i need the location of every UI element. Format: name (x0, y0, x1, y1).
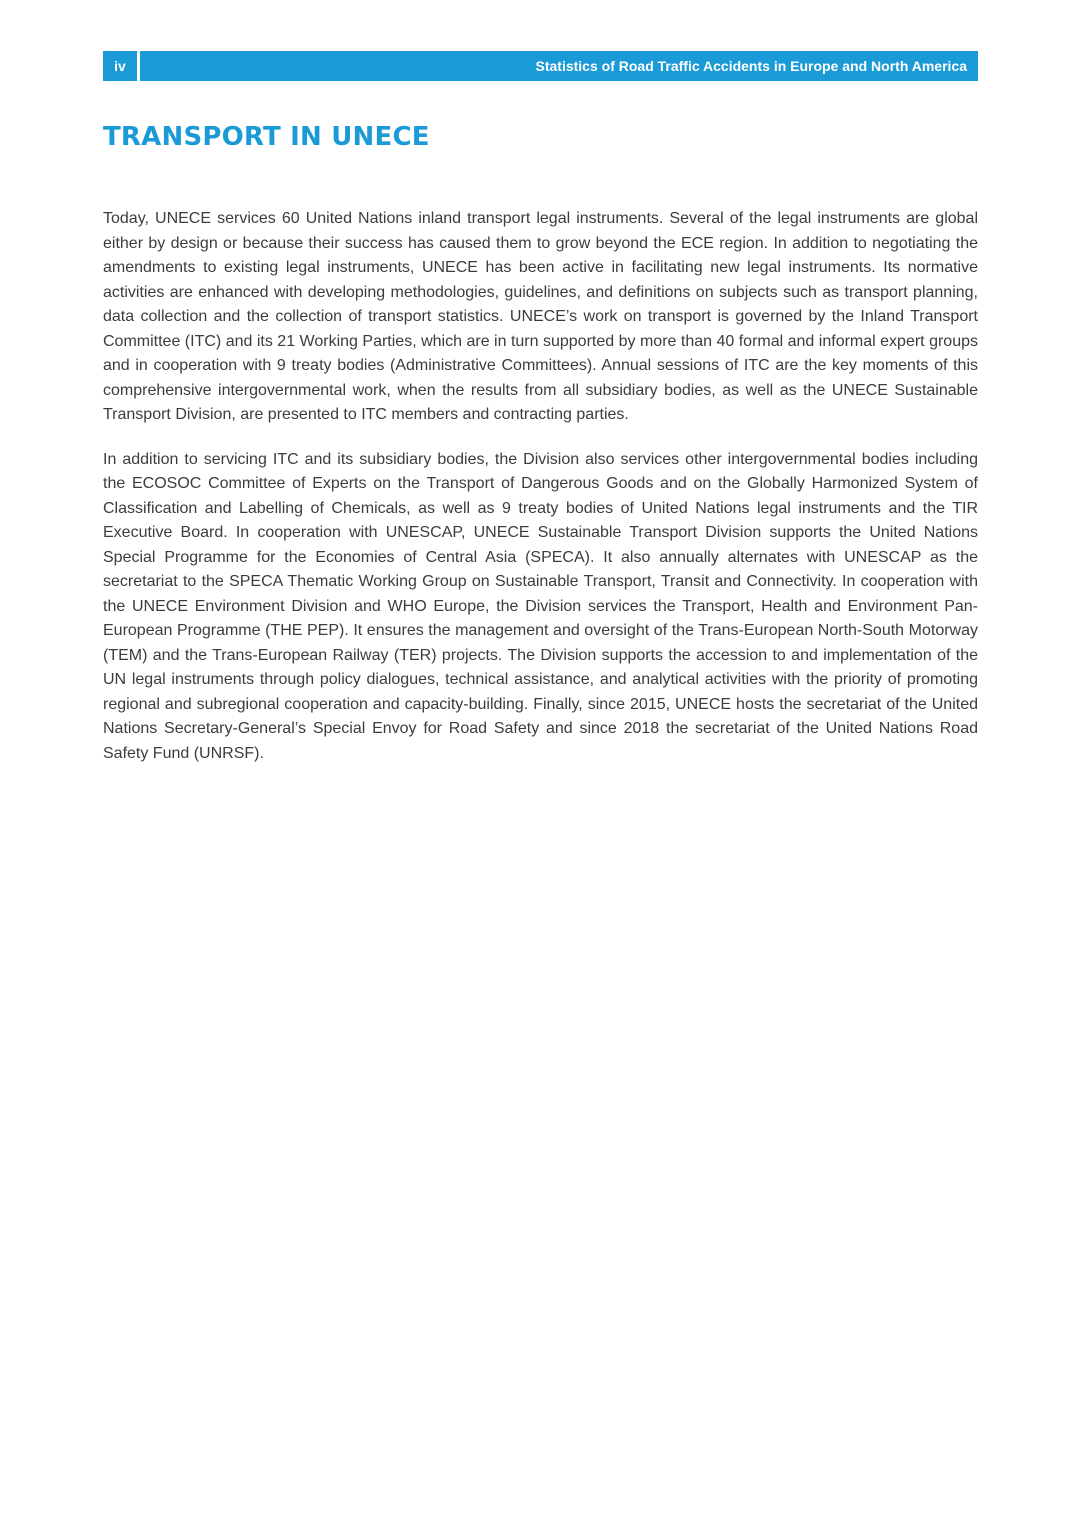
paragraph: In addition to servicing ITC and its subsidiary bodies, the Division also services other intergovernmental bodies including the ECOSOC Committee of Experts on the Transport of Dangerous Goods and on the Globally Harmonized System of Classification and Labelling of Chemicals, as well as 9 treaty bodies of United Nations legal instruments and the TIR Executive Board. In cooperation with UNESCAP, UNECE Sustainable Transport Division supports the United Nations Special Programme for the Economies of Central Asia (SPECA). It also annually alternates with UNESCAP as the secretariat to the SPECA Thematic Working Group on Sustainable Transport, Transit and Connectivity. In cooperation with the UNECE Environment Division and WHO Europe, the Division services the Transport, Health and Environment Pan-European Programme (THE PEP). It ensures the management and oversight of the Trans-European North-South Motorway (TEM) and the Trans-European Railway (TER) projects. The Division supports the accession to and implementation of the UN legal instruments through policy dialogues, technical assistance, and analytical activities with the priority of promoting regional and subregional cooperation and capacity-building. Finally, since 2015, UNECE hosts the secretariat of the United Nations Secretary-General’s Special Envoy for Road Safety and since 2018 the secretariat of the United Nations Road Safety Fund (UNRSF). (103, 450, 978, 762)
paragraph: Today, UNECE services 60 United Nations inland transport legal instruments. Several of the legal instruments are global either by design or because their success has caused them to grow beyond the ECE region. In addition to negotiating the amendments to existing legal instruments, UNECE has been active in facilitating new legal instruments. Its normative activities are enhanced with developing methodologies, guidelines, and definitions on subjects such as transport planning, data collection and the collection of transport statistics. UNECE’s work on transport is governed by the Inland Transport Committee (ITC) and its 21 Working Parties, which are in turn supported by more than 40 formal and informal expert groups and in cooperation with 9 treaty bodies (Administrative Committees). Annual sessions of ITC are the key moments of this comprehensive intergovernmental work, when the results from all subsidiary bodies, as well as the UNECE Sustainable Transport Division, are presented to ITC members and contracting parties. (103, 210, 978, 423)
section-body (103, 207, 978, 786)
section-title: TRANSPORT IN UNECE (103, 122, 430, 152)
page-header (103, 51, 978, 81)
running-title: Statistics of Road Traffic Accidents in Europe and North America (140, 51, 978, 81)
page-number: iv (103, 51, 137, 81)
